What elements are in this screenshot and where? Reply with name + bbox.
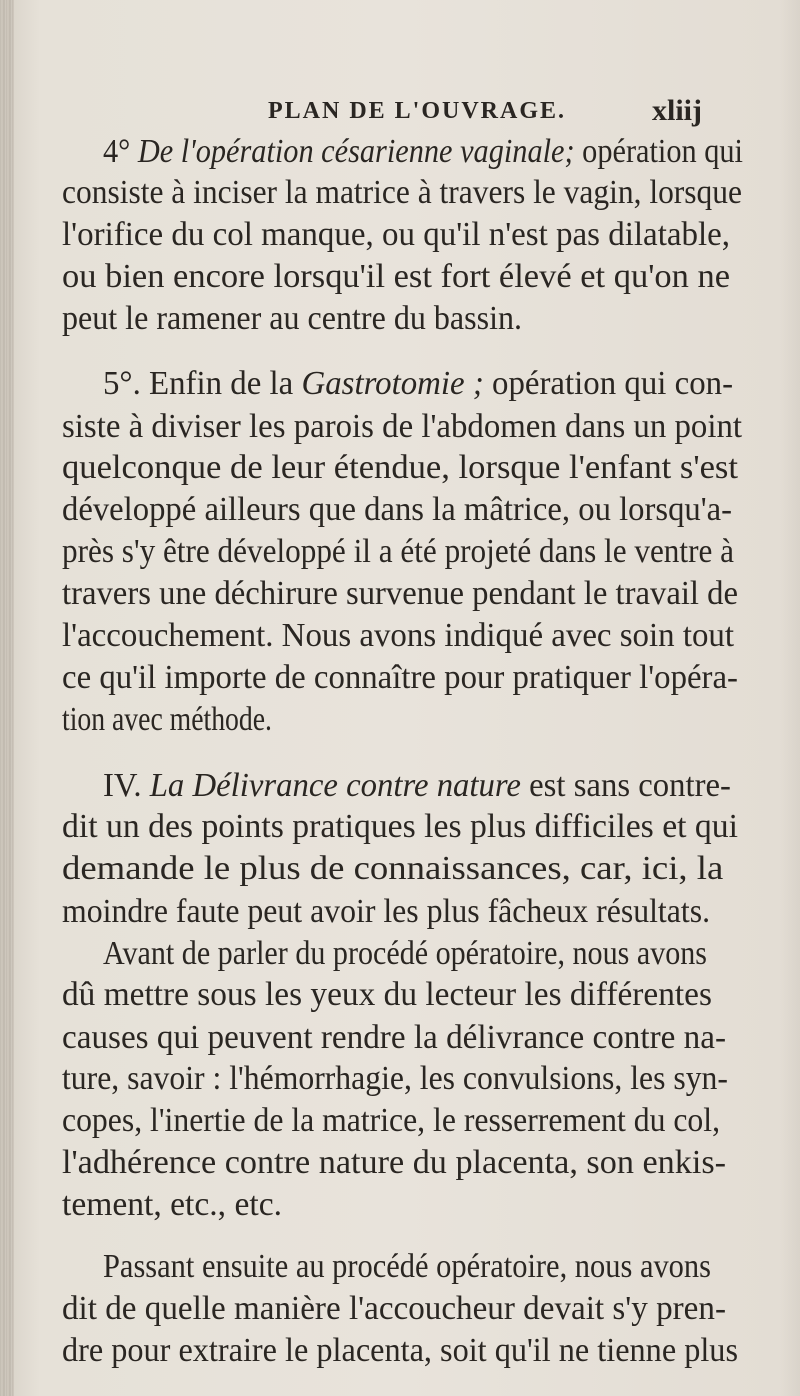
italic-run: La Délivrance contre nature [149, 767, 521, 804]
text-line [62, 810, 738, 844]
text-line [62, 1334, 738, 1368]
text-run: tement, etc., etc. [62, 1186, 282, 1223]
text-run: l'orifice du col manque, ou qu'il n'est pas dilatable, [62, 216, 731, 253]
text-run: 4° [103, 133, 138, 170]
text-line [62, 260, 730, 294]
text-line [62, 852, 723, 886]
text-run: consiste à inciser la matrice à travers le vagin, lorsque [62, 174, 743, 211]
page-header [0, 94, 800, 138]
page-number: xliij [652, 94, 702, 127]
page-binding-edge [0, 0, 14, 1396]
text-line [62, 978, 712, 1012]
text-run: ce qu'il importe de connaître pour pratiquer l'opéra- [62, 659, 738, 696]
text-run: dit de quelle manière l'accoucheur devait s'y pren- [62, 1290, 726, 1327]
text-run: l'accouchement. Nous avons indiqué avec soin tout [62, 617, 735, 654]
text-line [103, 135, 743, 169]
text-run: dit un des points pratiques les plus difficiles et qui [62, 808, 738, 845]
text-run: quelconque de leur étendue, lorsque l'enfant s'est [62, 449, 739, 486]
text-line [62, 895, 710, 929]
text-line [62, 493, 732, 527]
text-run: siste à diviser les parois de l'abdomen dans un point [62, 408, 743, 445]
text-run: 5°. Enfin de la [103, 365, 302, 402]
text-line [62, 1292, 726, 1326]
text-line [62, 302, 522, 336]
text-run: est sans contre- [520, 767, 731, 804]
text-line [62, 661, 738, 695]
text-run: opération qui con- [483, 365, 734, 402]
text-run: ou bien encore lorsqu'il est fort élevé et qu'on ne [62, 258, 731, 295]
text-run: ture, savoir : l'hémorrhagie, les convulsions, les syn- [62, 1060, 728, 1097]
text-run: demande le plus de connaissances, car, ici, la [62, 850, 724, 887]
text-line [103, 769, 731, 803]
text-run: opération qui [574, 133, 743, 170]
text-run: travers une déchirure survenue pendant le travail de [62, 575, 739, 612]
text-run: l'adhérence contre nature du placenta, son enkis- [62, 1144, 727, 1181]
text-run: près s'y être développé il a été projeté dans le ventre à [62, 533, 734, 570]
text-run: Passant ensuite au procédé opératoire, nous avons [103, 1248, 711, 1285]
text-line [62, 1146, 726, 1180]
text-line [62, 451, 738, 485]
text-line [62, 703, 272, 737]
text-line [62, 619, 734, 653]
text-line [62, 176, 742, 210]
text-line [62, 1062, 728, 1096]
text-run: causes qui peuvent rendre la délivrance contre na- [62, 1019, 727, 1056]
text-line [103, 1250, 711, 1284]
italic-run: De l'opération césarienne vaginale; [137, 133, 575, 170]
text-run: IV. [103, 767, 150, 804]
text-line [62, 1021, 726, 1055]
text-run: tion avec méthode. [62, 701, 272, 738]
text-run: peut le ramener au centre du bassin. [62, 300, 523, 337]
text-run: dre pour extraire le placenta, soit qu'il ne tienne plus [62, 1332, 738, 1369]
text-run: copes, l'inertie de la matrice, le resserrement du col, [62, 1102, 721, 1139]
text-line [62, 577, 738, 611]
text-line [62, 410, 742, 444]
text-line [103, 937, 707, 971]
text-line [62, 1104, 720, 1138]
running-head: PLAN DE L'OUVRAGE. [268, 98, 567, 124]
italic-run: Gastrotomie ; [301, 365, 484, 402]
text-line [103, 367, 733, 401]
text-run: dû mettre sous les yeux du lecteur les différentes [62, 976, 712, 1013]
text-run: développé ailleurs que dans la mâtrice, ou lorsqu'a- [62, 491, 733, 528]
text-line [62, 218, 730, 252]
text-run: moindre faute peut avoir les plus fâcheux résultats. [62, 893, 711, 930]
text-line [62, 535, 734, 569]
text-line [62, 1188, 282, 1222]
text-run: Avant de parler du procédé opératoire, nous avons [103, 935, 708, 972]
